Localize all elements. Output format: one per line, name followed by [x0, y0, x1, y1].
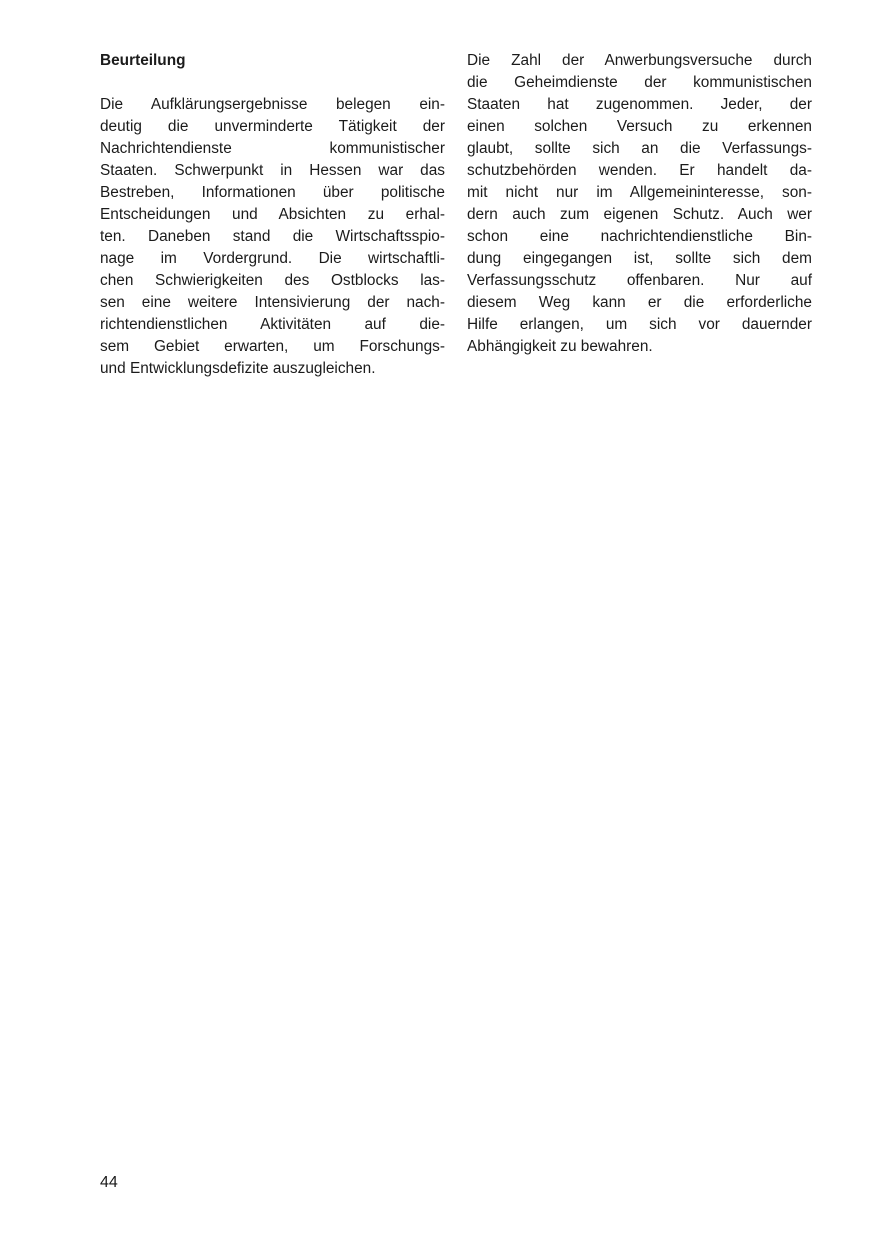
text-line: Staaten hat zugenommen. Jeder, der [467, 96, 812, 113]
text-line: sem Gebiet erwarten, um Forschungs- [100, 338, 445, 355]
text-line: ten. Daneben stand die Wirtschaftsspio- [100, 228, 445, 245]
text-line: Entscheidungen und Absichten zu erhal- [100, 206, 445, 223]
text-line: mit nicht nur im Allgemeininteresse, son- [467, 184, 812, 201]
section-heading: Beurteilung [100, 52, 186, 69]
text-line: deutig die unverminderte Tätigkeit der [100, 118, 445, 135]
paragraph-gap [100, 72, 445, 94]
text-line: Bestreben, Informationen über politische [100, 184, 445, 201]
text-line: die Geheimdienste der kommunistischen [467, 74, 812, 91]
text-line: glaubt, sollte sich an die Verfassungs- [467, 140, 812, 157]
text-line: dung eingegangen ist, sollte sich dem [467, 250, 812, 267]
text-line: Die Zahl der Anwerbungsversuche durch [467, 52, 812, 69]
text-line: Nachrichtendienste kommunistischer [100, 140, 445, 157]
text-line: sen eine weitere Intensivierung der nach- [100, 294, 445, 311]
text-line: einen solchen Versuch zu erkennen [467, 118, 812, 135]
text-line: schutzbehörden wenden. Er handelt da- [467, 162, 812, 179]
text-line: Hilfe erlangen, um sich vor dauernder [467, 316, 812, 333]
text-line: chen Schwierigkeiten des Ostblocks las- [100, 272, 445, 289]
right-column [467, 50, 812, 358]
text-line: Staaten. Schwerpunkt in Hessen war das [100, 162, 445, 179]
text-line: dern auch zum eigenen Schutz. Auch wer [467, 206, 812, 223]
text-line: und Entwicklungsdefizite auszugleichen. [100, 360, 376, 377]
text-line: Abhängigkeit zu bewahren. [467, 338, 653, 355]
right-paragraph [467, 50, 812, 358]
text-line: nage im Vordergrund. Die wirtschaftli- [100, 250, 445, 267]
page-number: 44 [100, 1174, 118, 1191]
text-line: Verfassungsschutz offenbaren. Nur auf [467, 272, 812, 289]
text-line: Die Aufklärungsergebnisse belegen ein- [100, 96, 445, 113]
text-line: diesem Weg kann er die erforderliche [467, 294, 812, 311]
text-line: richtendienstlichen Aktivitäten auf die- [100, 316, 445, 333]
text-line: schon eine nachrichtendienstliche Bin- [467, 228, 812, 245]
left-column [100, 50, 445, 380]
left-paragraph [100, 94, 445, 380]
